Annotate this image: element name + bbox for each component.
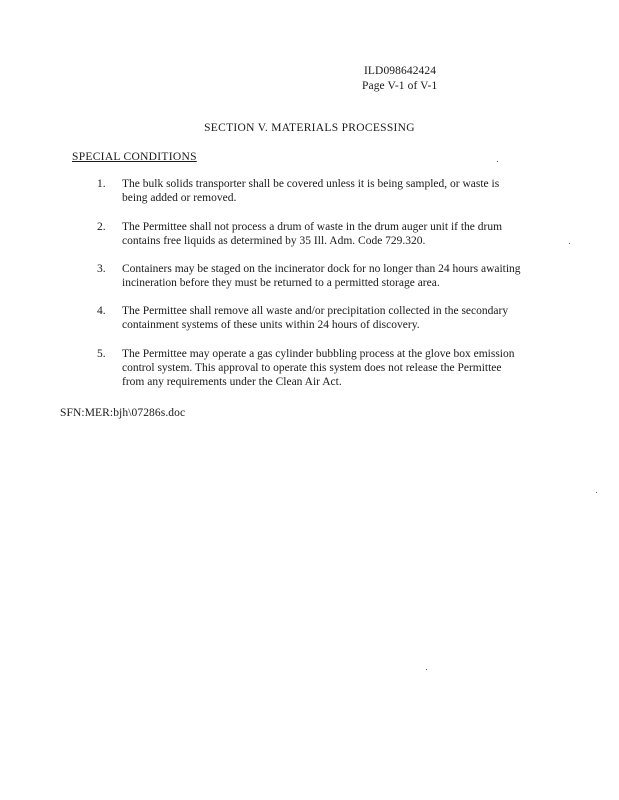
page-number: Page V-1 of V-1: [362, 80, 438, 92]
scan-speck: [426, 669, 427, 670]
item-text: [122, 347, 552, 389]
scan-speck: [596, 492, 597, 493]
file-reference: SFN:MER:bjh\07286s.doc: [60, 407, 186, 419]
item-line: Containers may be staged on the incinerator dock for no longer than 24 hours awaiting: [122, 263, 521, 275]
document-id: ILD098642424: [364, 65, 437, 77]
item-text: [122, 177, 552, 205]
item-number: 3.: [97, 263, 106, 275]
item-number: 4.: [97, 305, 106, 317]
item-line: incineration before they must be returned to a permitted storage area.: [122, 277, 440, 289]
section-title: SECTION V. MATERIALS PROCESSING: [204, 122, 415, 134]
item-line: containment systems of these units within 24 hours of discovery.: [122, 319, 420, 331]
item-number: 1.: [97, 178, 106, 190]
item-line: contains free liquids as determined by 35 Ill. Adm. Code 729.320.: [122, 235, 426, 247]
scan-speck: [497, 161, 498, 162]
item-line: The Permittee shall not process a drum of waste in the drum auger unit if the drum: [122, 221, 503, 233]
item-number: 5.: [97, 348, 106, 360]
item-line: being added or removed.: [122, 192, 237, 204]
item-line: The Permittee may operate a gas cylinder bubbling process at the glove box emission: [122, 348, 515, 360]
item-line: The bulk solids transporter shall be covered unless it is being sampled, or waste is: [122, 178, 500, 190]
item-number: 2.: [97, 221, 106, 233]
item-text: [122, 304, 552, 332]
scan-speck: [569, 243, 570, 244]
item-line: The Permittee shall remove all waste and/or precipitation collected in the secondary: [122, 305, 509, 317]
special-conditions-heading: SPECIAL CONDITIONS: [72, 151, 197, 163]
item-text: [122, 220, 552, 248]
item-text: [122, 262, 552, 290]
item-line: from any requirements under the Clean Air Act.: [122, 376, 342, 388]
item-line: control system. This approval to operate this system does not release the Permittee: [122, 362, 502, 374]
